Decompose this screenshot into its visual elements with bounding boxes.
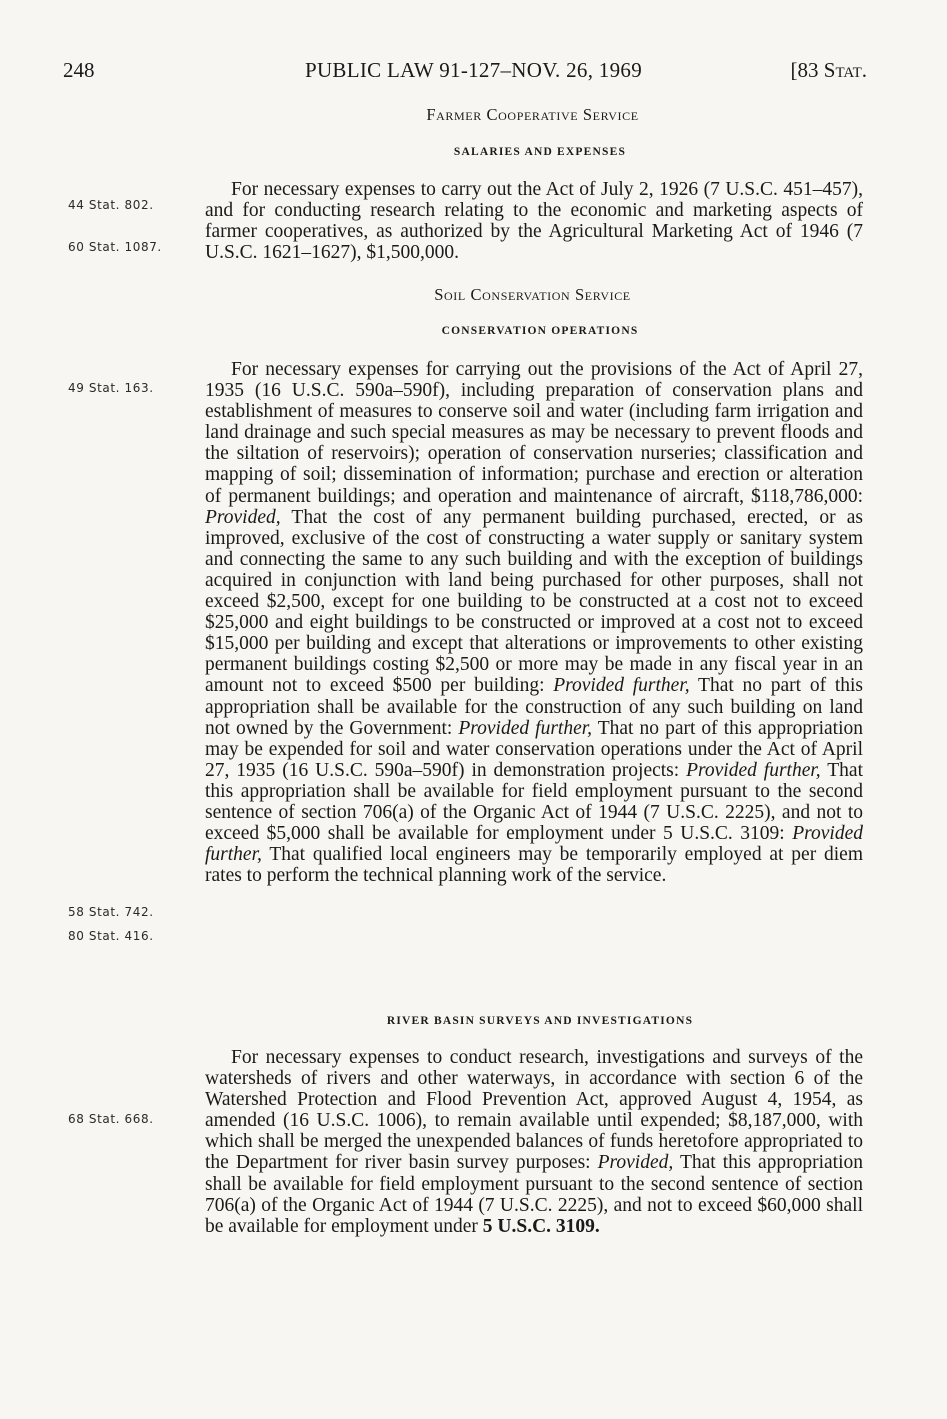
river-subheading: RIVER BASIN SURVEYS AND INVESTIGATIONS: [386, 1015, 694, 1027]
text-run: That the cost of any permanent building purchased, erected, or as improved, exclusive of the cost of constructing a water supply or sanitary system and connecting the same to any such building and with the exception of buildings acquired in conjunction with land being purchased for other purposes, shall not exceed $2,500, except for one building to be constructed at a cost not to exceed $25,000 and eight buildings to be constructed or improved at a cost not to exceed $15,000 per building and except that alterations or improvements to other existing permanent buildings costing $2,500 or more may be made in any fiscal year in an amount not to exceed $500 per building:: [205, 506, 863, 697]
header-title: PUBLIC LAW 91-127–NOV. 26, 1969: [304, 58, 642, 82]
fcs-subheading: SALARIES AND EXPENSES: [453, 146, 627, 158]
margin-note: 49 Stat. 163.: [68, 381, 154, 395]
page-number: 248: [63, 58, 95, 82]
scs-heading: Soil Conservation Service: [434, 285, 631, 304]
text-run: That qualified local engineers may be temporarily employed at per diem rates to perform the technical planning work of the service.: [205, 844, 863, 887]
scs-subheading: CONSERVATION OPERATIONS: [441, 325, 639, 337]
text-run: That no part of this appropriation may be expended for soil and water conservation operations under the Act of April 27, 1935 (16 U.S.C. 590a–590f) in demonstration projects:: [205, 717, 863, 781]
margin-note: 68 Stat. 668.: [68, 1112, 154, 1126]
text-run: That this appropriation shall be available for field employment pursuant to the second sentence of section 706(a) of the Organic Act of 1944 (7 U.S.C. 2225), and not to exceed $5,000 shall be available for employment under 5 U.S.C. 3109:: [205, 759, 863, 845]
text-run: For necessary expenses to conduct research, investigations and surveys of the watersheds of rivers and other waterways, in accordance with section 6 of the Watershed Protection and Flood Prevention Act, approved August 4, 1954, as amended (16 U.S.C. 1006), to remain available until expended; $8,187,000, with which shall be merged the unexpended balances of funds heretofore appropriated to the Department for river basin survey purposes:: [205, 1047, 863, 1174]
running-header: [0, 58, 947, 88]
margin-note: 44 Stat. 802.: [68, 198, 154, 212]
proviso: Provided further,: [458, 717, 593, 739]
volume-reference: [83 Stat.: [790, 58, 867, 82]
text-run: For necessary expenses for carrying out the provisions of the Act of April 27, 1935 (16 U.S.C. 590a–590f), including preparation of conservation plans and establishment of measures to conserve soil and water (including farm irrigation and land drainage and such special measures as may be necessary to prevent floods and the siltation of reservoirs); operation of conservation nurseries; classification and mapping of soil; dissemination of information; purchase and erection or alteration of permanent buildings; and operation and maintenance of aircraft, $118,786,000:: [205, 359, 863, 507]
text-run: 5 U.S.C. 3109.: [482, 1215, 600, 1237]
margin-note: 60 Stat. 1087.: [68, 240, 162, 254]
proviso: Provided,: [205, 506, 281, 528]
river-paragraph: [205, 1047, 863, 1237]
proviso: Provided further,: [205, 823, 863, 866]
proviso: Provided further,: [686, 759, 821, 781]
text-run: That this appropriation shall be available for field employment pursuant to the second sentence of section 706(a) of the Organic Act of 1944 (7 U.S.C. 2225), and not to exceed $60,000 shall be available for employment under: [205, 1152, 864, 1237]
proviso: Provided,: [597, 1152, 674, 1174]
margin-note: 80 Stat. 416.: [68, 929, 154, 943]
proviso: Provided further,: [553, 675, 690, 697]
conservation-paragraph: [205, 359, 863, 886]
fcs-paragraph: For necessary expenses to carry out the Act of July 2, 1926 (7 U.S.C. 451–457), and for conducting research relating to the economic and marketing aspects of farmer cooperatives, as authorized by the Agricultural Marketing Act of 1946 (7 U.S.C. 1621–1627), $1,500,000.: [205, 179, 863, 264]
text-run: That no part of this appropriation shall be available for the construction of any such building on land not owned by the Government:: [205, 675, 863, 739]
fcs-heading: Farmer Cooperative Service: [426, 105, 639, 124]
margin-note: 58 Stat. 742.: [68, 905, 154, 919]
